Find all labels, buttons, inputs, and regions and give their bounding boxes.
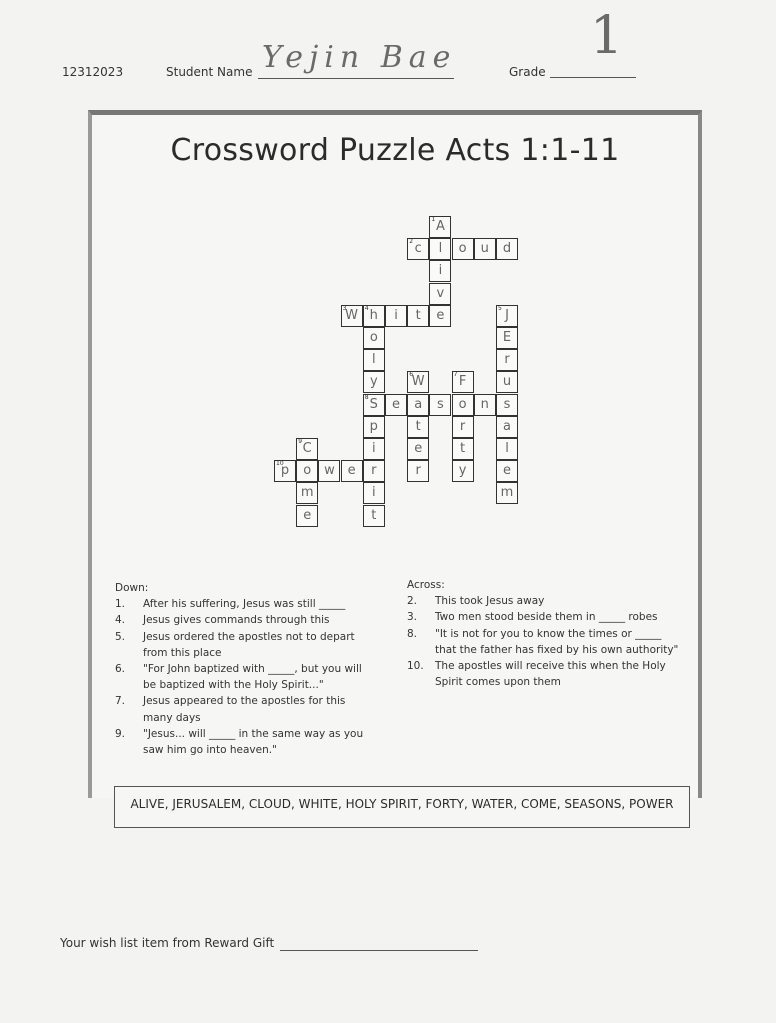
cell-letter: i xyxy=(371,485,376,501)
crossword-cell[interactable] xyxy=(452,238,474,260)
clue-text: "It is not for you to know the times or _____ that the father has fixed by his own authority" xyxy=(435,627,679,656)
across-heading: Across: xyxy=(407,579,445,591)
cell-letter: J xyxy=(505,307,509,323)
cell-letter: e xyxy=(303,507,312,523)
cell-letter: a xyxy=(414,396,423,412)
cell-letter: t xyxy=(415,418,421,434)
clue-number: 1. xyxy=(115,598,126,611)
cell-letter: e xyxy=(347,463,356,479)
cell-letter: y xyxy=(369,374,378,390)
cell-letter: p xyxy=(280,463,290,479)
clue-text: This took Jesus away xyxy=(435,595,545,608)
cell-letter: l xyxy=(371,352,376,368)
clue-item xyxy=(115,661,365,693)
crossword-cell[interactable] xyxy=(452,371,474,393)
cell-number: 5 xyxy=(498,304,502,312)
crossword-cell[interactable] xyxy=(496,460,518,482)
cell-number: 1 xyxy=(431,216,436,223)
cell-number: 9 xyxy=(298,438,303,445)
crossword-cell[interactable] xyxy=(429,260,451,282)
crossword-cell[interactable] xyxy=(452,416,474,438)
cell-letter: m xyxy=(300,485,314,501)
crossword-cell[interactable] xyxy=(363,394,385,416)
crossword-cell[interactable] xyxy=(496,394,518,416)
crossword-cell[interactable] xyxy=(429,305,451,327)
cell-letter: s xyxy=(503,396,511,412)
grade-line xyxy=(550,77,636,78)
cell-letter: C xyxy=(302,441,312,456)
cell-number: 2 xyxy=(409,238,414,246)
clue-text: Jesus gives commands through this xyxy=(143,614,330,627)
clue-item xyxy=(115,596,365,612)
cell-letter: F xyxy=(458,374,467,390)
cell-letter: o xyxy=(303,463,312,479)
cell-letter: c xyxy=(414,241,422,257)
crossword-cell[interactable] xyxy=(407,416,429,438)
id-number: 12312023 xyxy=(62,65,124,79)
cell-letter: e xyxy=(414,441,423,456)
crossword-cell[interactable] xyxy=(363,371,385,393)
cell-letter: h xyxy=(369,307,378,323)
clue-text: "Jesus... will _____ in the same way as you saw him go into heaven." xyxy=(143,727,364,757)
cell-letter: t xyxy=(460,441,466,456)
crossword-cell[interactable] xyxy=(496,482,518,504)
crossword-cell[interactable] xyxy=(407,371,429,393)
crossword-cell[interactable] xyxy=(429,216,451,238)
student-name-line xyxy=(258,78,454,79)
clue-number: 4. xyxy=(115,614,126,627)
crossword-cell[interactable] xyxy=(496,238,518,260)
crossword-cell[interactable] xyxy=(407,460,429,482)
clue-number: 2. xyxy=(407,595,418,608)
grade-label: Grade xyxy=(509,65,546,79)
crossword-cell[interactable] xyxy=(318,460,340,482)
clue-number: 10. xyxy=(407,660,424,673)
crossword-cell[interactable] xyxy=(296,460,318,482)
cell-letter: d xyxy=(502,241,512,257)
clue-number: 7. xyxy=(115,695,126,708)
crossword-cell[interactable] xyxy=(363,305,385,327)
crossword-cell[interactable] xyxy=(341,460,363,482)
clue-number: 5. xyxy=(115,630,126,643)
cell-letter: v xyxy=(436,285,445,301)
cell-letter: S xyxy=(369,396,378,412)
cell-letter: W xyxy=(345,307,359,323)
cell-letter: y xyxy=(458,463,467,479)
cell-letter: r xyxy=(371,463,377,479)
crossword-cell[interactable] xyxy=(385,394,407,416)
crossword-cell[interactable] xyxy=(496,438,518,460)
crossword-cell[interactable] xyxy=(496,327,518,349)
student-name-value[interactable]: Yejin Bae xyxy=(262,40,457,75)
crossword-grid xyxy=(274,216,518,526)
crossword-cell[interactable] xyxy=(296,438,318,460)
crossword-cell[interactable] xyxy=(363,349,385,371)
crossword-cell[interactable] xyxy=(363,482,385,504)
student-name-label: Student Name xyxy=(166,65,253,79)
crossword-cell[interactable] xyxy=(496,305,518,327)
cell-letter: o xyxy=(458,241,467,257)
cell-letter: o xyxy=(369,330,378,345)
cell-number: 8 xyxy=(364,393,369,401)
clue-number: 9. xyxy=(115,727,126,740)
clue-number: 8. xyxy=(407,627,418,640)
clue-item xyxy=(115,726,365,758)
crossword-cell[interactable] xyxy=(452,394,474,416)
clue-item xyxy=(115,693,365,725)
clue-item xyxy=(407,658,683,690)
cell-number: 10 xyxy=(276,460,284,468)
cell-letter: a xyxy=(503,418,511,434)
crossword-cell[interactable] xyxy=(496,416,518,438)
down-clues xyxy=(115,580,365,758)
clue-number: 3. xyxy=(407,611,418,624)
crossword-cell[interactable] xyxy=(452,460,474,482)
cell-letter: n xyxy=(480,396,489,412)
clue-item xyxy=(115,612,365,628)
clue-text: The apostles will receive this when the Holy Spirit comes upon them xyxy=(435,660,666,689)
clue-item xyxy=(407,593,683,609)
crossword-cell[interactable] xyxy=(452,438,474,460)
wish-list-label: Your wish list item from Reward Gift xyxy=(60,936,275,950)
crossword-cell[interactable] xyxy=(474,238,496,260)
crossword-cell[interactable] xyxy=(407,394,429,416)
crossword-cell[interactable] xyxy=(496,349,518,371)
cell-letter: l xyxy=(438,241,443,257)
cell-letter: r xyxy=(415,463,421,479)
crossword-cell[interactable] xyxy=(429,238,451,260)
cell-letter: l xyxy=(505,441,509,456)
crossword-cell[interactable] xyxy=(496,371,518,393)
cell-letter: i xyxy=(394,307,398,323)
crossword-cell[interactable] xyxy=(363,460,385,482)
crossword-cell[interactable] xyxy=(363,327,385,349)
crossword-cell[interactable] xyxy=(296,505,318,527)
cell-letter: o xyxy=(458,396,467,412)
crossword-cell[interactable] xyxy=(429,283,451,305)
cell-letter: r xyxy=(459,418,466,434)
crossword-cell[interactable] xyxy=(341,305,363,327)
down-heading: Down: xyxy=(115,582,149,594)
cell-number: 7 xyxy=(453,371,458,379)
cell-letter: m xyxy=(500,485,514,501)
cell-letter: e xyxy=(436,307,445,323)
cell-letter: s xyxy=(437,396,444,412)
crossword-cell[interactable] xyxy=(474,394,496,416)
crossword-cell[interactable] xyxy=(296,482,318,504)
cell-letter: u xyxy=(480,241,489,257)
cell-letter: i xyxy=(371,441,376,456)
cell-letter: e xyxy=(392,396,400,412)
clue-text: "For John baptized with _____, but you will be baptized with the Holy Spirit..." xyxy=(143,663,362,692)
crossword-cell[interactable] xyxy=(363,505,385,527)
crossword-cell[interactable] xyxy=(274,460,296,482)
crossword-cell[interactable] xyxy=(363,416,385,438)
crossword-cell[interactable] xyxy=(407,238,429,260)
clue-number: 6. xyxy=(115,663,126,676)
crossword-cell[interactable] xyxy=(429,394,451,416)
cell-letter: A xyxy=(435,219,445,234)
clue-text: Jesus ordered the apostles not to depart from this place xyxy=(143,630,355,659)
cell-letter: u xyxy=(502,374,512,390)
clue-item xyxy=(407,626,683,658)
crossword-cell[interactable] xyxy=(407,305,429,327)
grade-value[interactable]: 1 xyxy=(590,6,624,66)
wish-list-line[interactable] xyxy=(280,950,478,951)
crossword-cell[interactable] xyxy=(407,438,429,460)
crossword-cell[interactable] xyxy=(363,438,385,460)
cell-letter: e xyxy=(503,463,511,479)
crossword-cell[interactable] xyxy=(385,305,407,327)
cell-letter: r xyxy=(504,352,510,368)
word-bank: ALIVE, JERUSALEM, CLOUD, WHITE, HOLY SPIRIT, FORTY, WATER, COME, SEASONS, POWER xyxy=(114,786,690,828)
clue-text: Two men stood beside them in _____ robes xyxy=(435,611,658,624)
clue-item xyxy=(407,609,683,625)
clue-text: Jesus appeared to the apostles for this many days xyxy=(143,695,346,724)
cell-letter: w xyxy=(324,463,335,479)
clue-item xyxy=(115,629,365,661)
cell-letter: E xyxy=(502,330,512,345)
page-title: Crossword Puzzle Acts 1:1-11 xyxy=(170,133,620,168)
clue-text: After his suffering, Jesus was still _____ xyxy=(143,598,346,611)
cell-letter: W xyxy=(411,374,425,390)
cell-number: 6 xyxy=(409,371,414,379)
across-clues xyxy=(407,577,683,690)
cell-number: 4 xyxy=(364,304,369,312)
cell-letter: t xyxy=(415,307,421,323)
cell-number: 3 xyxy=(342,304,347,312)
cell-letter: i xyxy=(438,263,443,279)
cell-letter: t xyxy=(371,507,377,523)
cell-letter: p xyxy=(369,418,378,434)
